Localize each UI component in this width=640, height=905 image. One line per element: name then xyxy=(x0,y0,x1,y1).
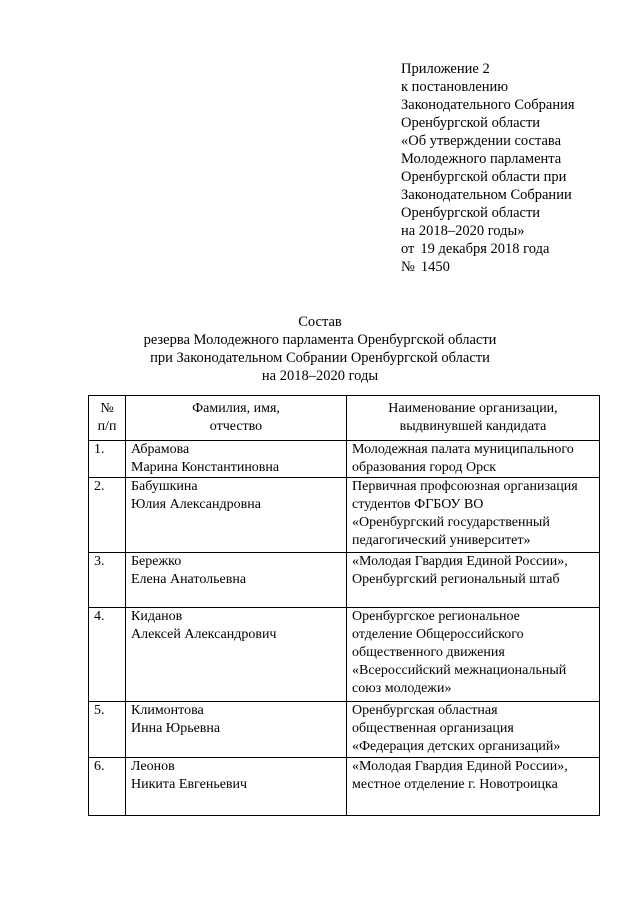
row-name xyxy=(126,553,347,608)
row-org xyxy=(347,478,600,553)
row-org xyxy=(347,608,600,702)
row-org xyxy=(347,553,600,608)
row-name xyxy=(126,608,347,702)
header-org xyxy=(347,396,600,441)
surname: Бережко xyxy=(131,554,182,569)
header-text: № xyxy=(100,401,114,416)
table-row xyxy=(89,441,600,478)
table-header-row xyxy=(89,396,600,441)
appendix-number xyxy=(401,258,633,276)
given-names: Юлия Александровна xyxy=(131,497,261,512)
surname: Киданов xyxy=(131,609,183,624)
document-title xyxy=(100,313,540,385)
org-line: «Всероссийский межнациональный xyxy=(352,663,567,678)
reserve-table xyxy=(88,395,600,816)
appendix-date xyxy=(401,240,633,258)
row-num: 1. xyxy=(89,441,126,478)
org-line: союз молодежи» xyxy=(352,681,452,696)
appendix-date-prefix: от xyxy=(401,241,415,257)
org-line: Молодежная палата муниципального xyxy=(352,442,574,457)
org-line: студентов ФГБОУ ВО xyxy=(352,497,484,512)
row-org xyxy=(347,441,600,478)
title-line: на 2018–2020 годы xyxy=(261,368,379,384)
header-text: Наименование организации, xyxy=(388,401,558,416)
surname: Бабушкина xyxy=(131,479,198,494)
title-line: резерва Молодежного парламента Оренбургской области xyxy=(143,332,497,348)
row-num: 2. xyxy=(89,478,126,553)
org-line: Первичная профсоюзная организация xyxy=(352,479,578,494)
appendix-line: Законодательном Собрании xyxy=(401,187,572,203)
appendix-date-value: 19 декабря 2018 года xyxy=(420,241,550,257)
appendix-line: Законодательного Собрания xyxy=(401,97,575,113)
row-org xyxy=(347,758,600,816)
surname: Абрамова xyxy=(131,442,190,457)
appendix-number-prefix: № xyxy=(401,259,415,275)
given-names: Марина Константиновна xyxy=(131,460,280,475)
appendix-line: Оренбургской области xyxy=(401,205,541,221)
header-name xyxy=(126,396,347,441)
given-names: Елена Анатольевна xyxy=(131,572,247,587)
title-line: при Законодательном Собрании Оренбургской области xyxy=(150,350,490,366)
table-row xyxy=(89,608,600,702)
row-name xyxy=(126,441,347,478)
row-num: 4. xyxy=(89,608,126,702)
header-text: выдвинувшей кандидата xyxy=(399,419,547,434)
row-num: 5. xyxy=(89,702,126,758)
header-text: Фамилия, имя, xyxy=(192,401,280,416)
org-line: «Федерация детских организаций» xyxy=(352,739,561,754)
table-row xyxy=(89,758,600,816)
appendix-line: на 2018–2020 годы» xyxy=(401,223,525,239)
appendix-block xyxy=(401,60,633,276)
appendix-line: Оренбургской области при xyxy=(401,169,567,185)
org-line: общественная организация xyxy=(352,721,514,736)
row-num: 6. xyxy=(89,758,126,816)
given-names: Инна Юрьевна xyxy=(131,721,221,736)
appendix-line: Молодежного парламента xyxy=(401,151,562,167)
surname: Леонов xyxy=(131,759,175,774)
title-line: Состав xyxy=(298,314,342,330)
surname: Климонтова xyxy=(131,703,204,718)
row-name xyxy=(126,478,347,553)
appendix-line: Оренбургской области xyxy=(401,115,541,131)
org-line: «Оренбургский государственный xyxy=(352,515,550,530)
org-line: «Молодая Гвардия Единой России», xyxy=(352,759,568,774)
appendix-line: к постановлению xyxy=(401,79,509,95)
appendix-number-value: 1450 xyxy=(420,259,450,275)
org-line: общественного движения xyxy=(352,645,505,660)
given-names: Никита Евгеньевич xyxy=(131,777,248,792)
org-line: Оренбургское региональное xyxy=(352,609,520,624)
table-row xyxy=(89,478,600,553)
org-line: педагогический университет» xyxy=(352,533,531,548)
appendix-line: «Об утверждении состава xyxy=(401,133,562,149)
table-row xyxy=(89,553,600,608)
org-line: отделение Общероссийского xyxy=(352,627,524,642)
org-line: «Молодая Гвардия Единой России», xyxy=(352,554,568,569)
row-name xyxy=(126,702,347,758)
org-line: Оренбургский региональный штаб xyxy=(352,572,560,587)
header-num xyxy=(89,396,126,441)
table-row xyxy=(89,702,600,758)
given-names: Алексей Александрович xyxy=(131,627,277,642)
org-line: образования город Орск xyxy=(352,460,497,475)
row-num: 3. xyxy=(89,553,126,608)
appendix-line: Приложение 2 xyxy=(401,61,490,77)
row-org xyxy=(347,702,600,758)
row-name xyxy=(126,758,347,816)
org-line: Оренбургская областная xyxy=(352,703,498,718)
header-text: отчество xyxy=(209,419,263,434)
org-line: местное отделение г. Новотроицка xyxy=(352,777,558,792)
header-text: п/п xyxy=(97,419,117,434)
